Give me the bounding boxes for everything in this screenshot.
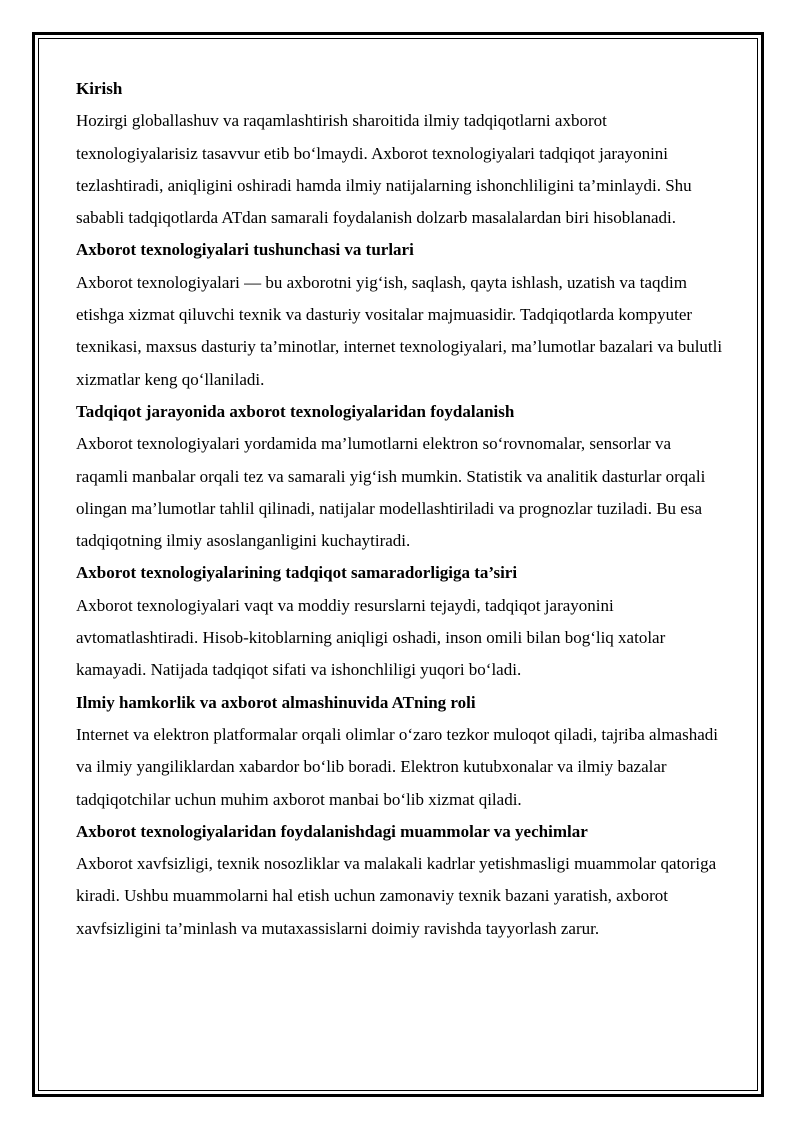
section-heading-efficiency: Axborot texnologiyalarining tadqiqot samaradorligiga ta’siri <box>76 563 518 583</box>
section-paragraph-usage: Axborot texnologiyalari yordamida ma’lumotlarni elektron so‘rovnomalar, sensorlar va raqamli manbalar orqali tez va samarali yig‘ish mumkin. Statistik va analitik dasturlar orqali olingan ma’lumotlar tahlil qilinadi, natijalar modellashtiriladi va prognozlar tuziladi. Bu esa tadqiqotning ilmiy asoslanganligini kuchaytiradi. <box>76 434 706 551</box>
section-paragraph-concept: Axborot texnologiyalari — bu axborotni yig‘ish, saqlash, qayta ishlash, uzatish va taqdim etishga xizmat qiluvchi texnik va dasturiy vositalar majmuasidir. Tadqiqotlarda kompyuter texnikasi, maxsus dasturiy ta’minotlar, internet texnologiyalari, ma’lumotlar bazalari va bulutli xizmatlar keng qo‘llaniladi. <box>76 272 723 389</box>
section-heading-usage: Tadqiqot jarayonida axborot texnologiyalaridan foydalanish <box>76 401 515 421</box>
section-heading-problems: Axborot texnologiyalaridan foydalanishdagi muammolar va yechimlar <box>76 821 588 841</box>
section-paragraph-efficiency: Axborot texnologiyalari vaqt va moddiy resurslarni tejaydi, tadqiqot jarayonini avtomatlashtiradi. Hisob-kitoblarning aniqligi oshadi, inson omili bilan bog‘liq xatolar kamayadi. Natijada tadqiqot sifati va ishonchliligi yuqori bo‘ladi. <box>76 595 666 680</box>
section-heading-intro: Kirish <box>76 79 123 98</box>
document-body <box>76 73 726 945</box>
section-heading-concept: Axborot texnologiyalari tushunchasi va turlari <box>76 240 414 260</box>
section-paragraph-problems: Axborot xavfsizligi, texnik nosozliklar va malakali kadrlar yetishmasligi muammolar qatoriga kiradi. Ushbu muammolarni hal etish uchun zamonaviy texnik bazani yaratish, axborot xavfsizligini ta’minlash va mutaxassislarni doimiy ravishda tayyorlash zarur. <box>76 854 717 938</box>
section-heading-collaboration: Ilmiy hamkorlik va axborot almashinuvida ATning roli <box>76 692 476 712</box>
section-paragraph-collaboration: Internet va elektron platformalar orqali olimlar o‘zaro tezkor muloqot qiladi, tajriba almashadi va ilmiy yangiliklardan xabardor bo‘lib boradi. Elektron kutubxonalar va ilmiy bazalar tadqiqotchilar uchun muhim axborot manbai bo‘lib xizmat qiladi. <box>76 724 718 809</box>
section-paragraph-intro: Hozirgi globallashuv va raqamlashtirish sharoitida ilmiy tadqiqotlarni axborot texnologiyalarisiz tasavvur etib bo‘lmaydi. Axborot texnologiyalari tadqiqot jarayonini tezlashtiradi, aniqligini oshiradi hamda ilmiy natijalarning ishonchliligini ta’minlaydi. Shu sababli tadqiqotlarda ATdan samarali foydalanish dolzarb masalalardan biri hisoblanadi. <box>76 111 692 228</box>
